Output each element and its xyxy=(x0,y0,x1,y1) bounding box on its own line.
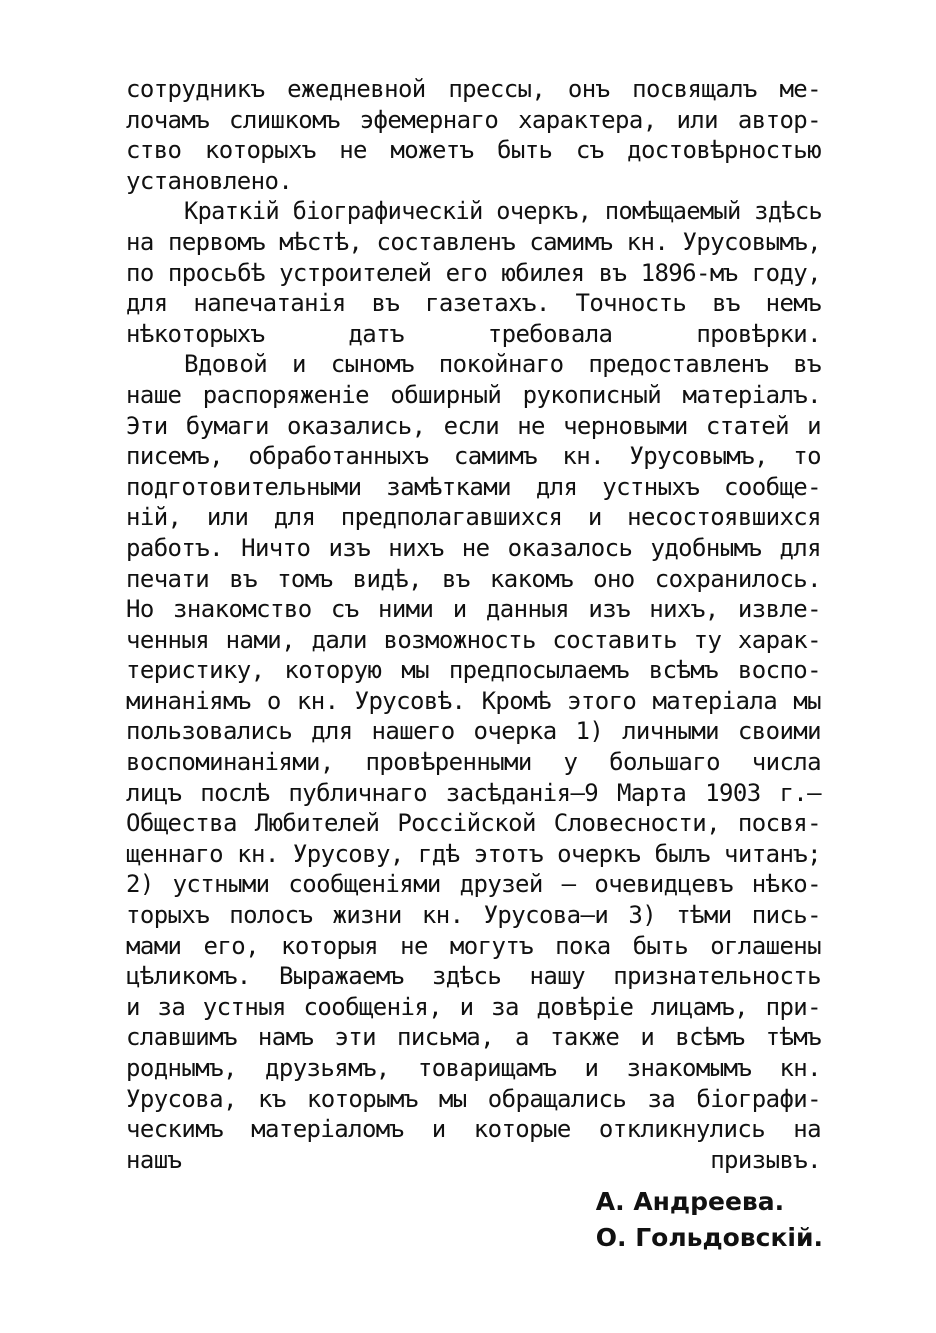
text-line: установлено. xyxy=(126,166,293,195)
text-line: на первомъ мѣстѣ, составленъ самимъ кн. Урусовымъ, xyxy=(126,227,821,256)
text-line: ній, или для предполагавшихся и несостоявшихся xyxy=(126,503,821,532)
signatures xyxy=(596,1184,823,1256)
text-line: печати въ томъ видѣ, въ какомъ оно сохранилось. xyxy=(126,564,821,593)
text-line: нѣкоторыхъ датъ требовала провѣрки. xyxy=(126,319,821,348)
text-line: теристику, которую мы предпосылаемъ всѣмъ воспо- xyxy=(126,656,821,685)
text-line: ческимъ матеріаломъ и которые откликнулись на xyxy=(126,1115,821,1144)
text-line: воспоминаніями, провѣренными у большаго числа xyxy=(126,748,821,777)
text-line: Общества Любителей Россійской Словесности, посвя- xyxy=(126,809,821,838)
text-line: Но знакомство съ ними и данныя изъ нихъ, извле- xyxy=(126,595,821,624)
text-line: щеннаго кн. Урусову, гдѣ этотъ очеркъ былъ читанъ; xyxy=(126,839,821,868)
text-line: для напечатанія въ газетахъ. Точность въ немъ xyxy=(126,289,821,318)
text-line: по просьбѣ устроителей его юбилея въ 1896-мъ году, xyxy=(126,258,821,287)
text-line: пользовались для нашего очерка 1) личными своими xyxy=(126,717,821,746)
text-line: Краткій біографическій очеркъ, помѣщаемый здѣсь xyxy=(184,197,823,226)
text-line: минаніямъ о кн. Урусовѣ. Кромѣ этого матеріала мы xyxy=(126,686,821,715)
text-line: сотрудникъ ежедневной прессы, онъ посвящалъ ме- xyxy=(126,75,821,103)
text-line: наше распоряженіе обширный рукописный матеріалъ. xyxy=(126,380,821,409)
text-line: ство которыхъ не можетъ быть съ достовѣрностью xyxy=(126,136,821,165)
text-line: лочамъ слишкомъ эфемернаго характера, или автор- xyxy=(126,105,821,134)
text-line: ченныя нами, дали возможность составить ту харак- xyxy=(126,625,821,654)
signature-andreeva: А. Андреева. xyxy=(595,1187,785,1216)
text-line: мами его, которыя не могутъ пока быть оглашены xyxy=(126,931,821,960)
text-line: работъ. Ничто изъ нихъ не оказалось удобнымъ для xyxy=(126,533,821,562)
text-line: и за устныя сообщенія, и за довѣріе лицамъ, при- xyxy=(126,992,821,1021)
text-line: лицъ послѣ публичнаго засѣданія—9 Марта 1903 г.— xyxy=(126,778,821,807)
text-line: Эти бумаги оказались, если не черновыми статей и xyxy=(126,411,821,440)
paragraph-3 xyxy=(126,349,821,1175)
signature-goldovsky: О. Гольдовскій. xyxy=(595,1223,823,1252)
text-line: подготовительными замѣтками для устныхъ сообще- xyxy=(126,472,821,501)
text-line: Вдовой и сыномъ покойнаго предоставленъ въ xyxy=(184,350,821,379)
body-text xyxy=(126,74,821,1175)
text-line: цѣликомъ. Выражаемъ здѣсь нашу признательность xyxy=(126,962,821,991)
text-line: нашъ призывъ. xyxy=(126,1145,821,1174)
text-line: славшимъ намъ эти письма, а также и всѣмъ тѣмъ xyxy=(126,1023,821,1052)
text-line: писемъ, обработанныхъ самимъ кн. Урусовымъ, то xyxy=(126,442,821,471)
text-line: 2) устными сообщеніями друзей — очевидцевъ нѣко- xyxy=(126,870,821,899)
text-line: торыхъ полосъ жизни кн. Урусова—и 3) тѣми пись- xyxy=(126,901,821,930)
paragraph-2 xyxy=(126,196,821,349)
paragraph-1 xyxy=(126,74,821,196)
text-line: роднымъ, друзьямъ, товарищамъ и знакомымъ кн. xyxy=(126,1054,821,1082)
text-line: Урусова, къ которымъ мы обращались за біографи- xyxy=(126,1084,821,1113)
